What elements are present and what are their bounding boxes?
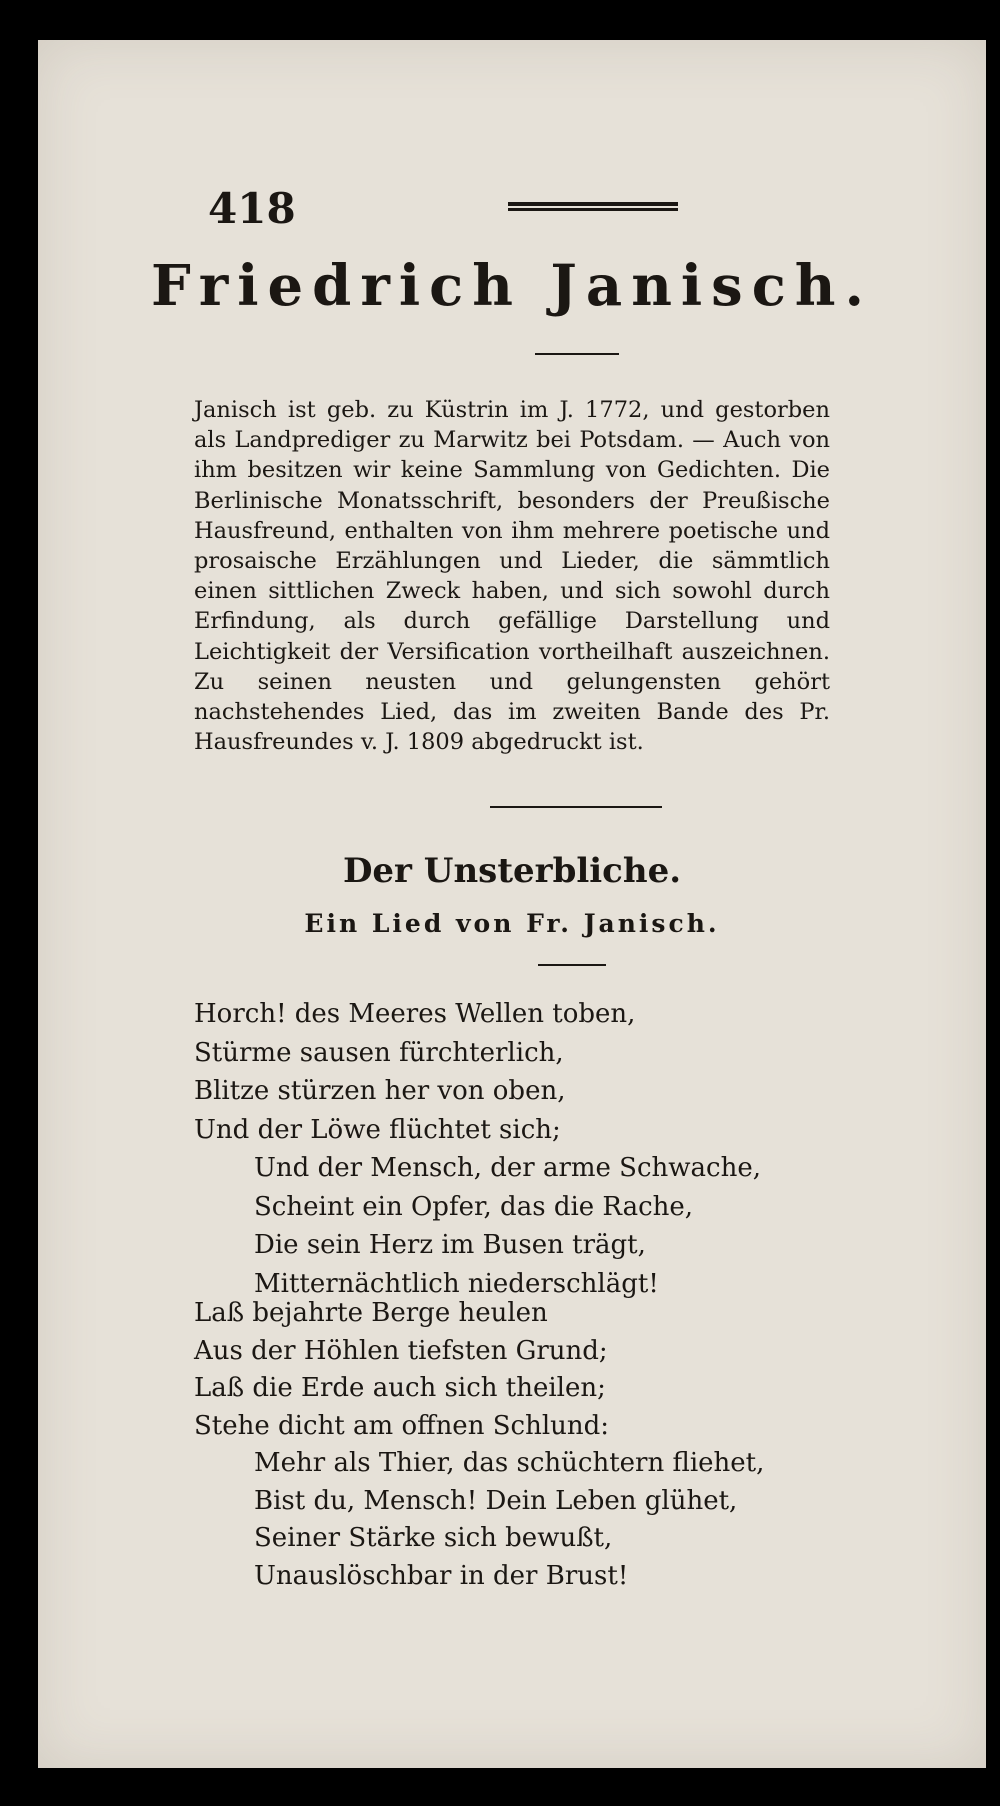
poem-divider — [538, 964, 606, 966]
verse-line: Die sein Herz im Busen trägt, — [254, 1230, 646, 1260]
poem-stanza-1 — [194, 995, 894, 1303]
verse-line: Stürme sausen fürchterlich, — [194, 1037, 564, 1068]
poem-subtitle: Ein Lied von Fr. Janisch. — [304, 909, 720, 938]
verse-line: Stehe dicht am offnen Schlund: — [194, 1410, 610, 1441]
header-ornament-rule — [508, 202, 678, 211]
verse-line: Unauslöschbar in der Brust! — [254, 1560, 629, 1591]
verse-line: Blitze stürzen her von oben, — [194, 1076, 566, 1106]
verse-line: Horch! des Meeres Wellen toben, — [194, 999, 636, 1029]
verse-line: Seiner Stärke sich bewußt, — [254, 1523, 613, 1553]
verse-line: Und der Mensch, der arme Schwache, — [254, 1153, 762, 1183]
biography-paragraph: Janisch ist geb. zu Küstrin im J. 1772, und gestorben als Landprediger zu Marwitz bei Potsdam. — Auch von ihm besitzen wir keine Sammlung von Gedichten. Die Berlinische Monatsschrift, besonders der Preußische Hausfreund, enthalten von ihm mehrere poetische und prosaische Erzählungen und Lieder, die sämmtlich einen sittlichen Zweck haben, und sich sowohl durch Erfindung, als durch gefällige Darstellung und Leichtigkeit der Versification vortheilhaft auszeichnen. Zu seinen neusten und gelungensten gehört nachstehendes Lied, das im zweiten Bande des Pr. Hausfreundes v. J. 1809 abgedruckt ist. — [194, 397, 830, 756]
title-divider — [535, 353, 619, 355]
verse-line: Laß bejahrte Berge heulen — [194, 1298, 548, 1328]
verse-line: Mehr als Thier, das schüchtern fliehet, — [254, 1448, 765, 1478]
verse-line: Scheint ein Opfer, das die Rache, — [254, 1191, 694, 1222]
verse-line: Laß die Erde auch sich theilen; — [194, 1373, 606, 1403]
book-page — [38, 40, 986, 1768]
poem-title: Der Unsterbliche. — [342, 851, 682, 891]
page-title: Friedrich Janisch. — [150, 253, 874, 319]
verse-line: Aus der Höhlen tiefsten Grund; — [194, 1335, 608, 1366]
verse-line: Und der Löwe flüchtet sich; — [194, 1114, 561, 1145]
verse-line: Mitternächtlich niederschlägt! — [254, 1268, 659, 1299]
verse-line: Bist du, Mensch! Dein Leben glühet, — [254, 1485, 738, 1516]
page-number: 418 — [208, 184, 296, 233]
poem-stanza-2 — [194, 1295, 894, 1595]
section-divider — [490, 806, 662, 808]
